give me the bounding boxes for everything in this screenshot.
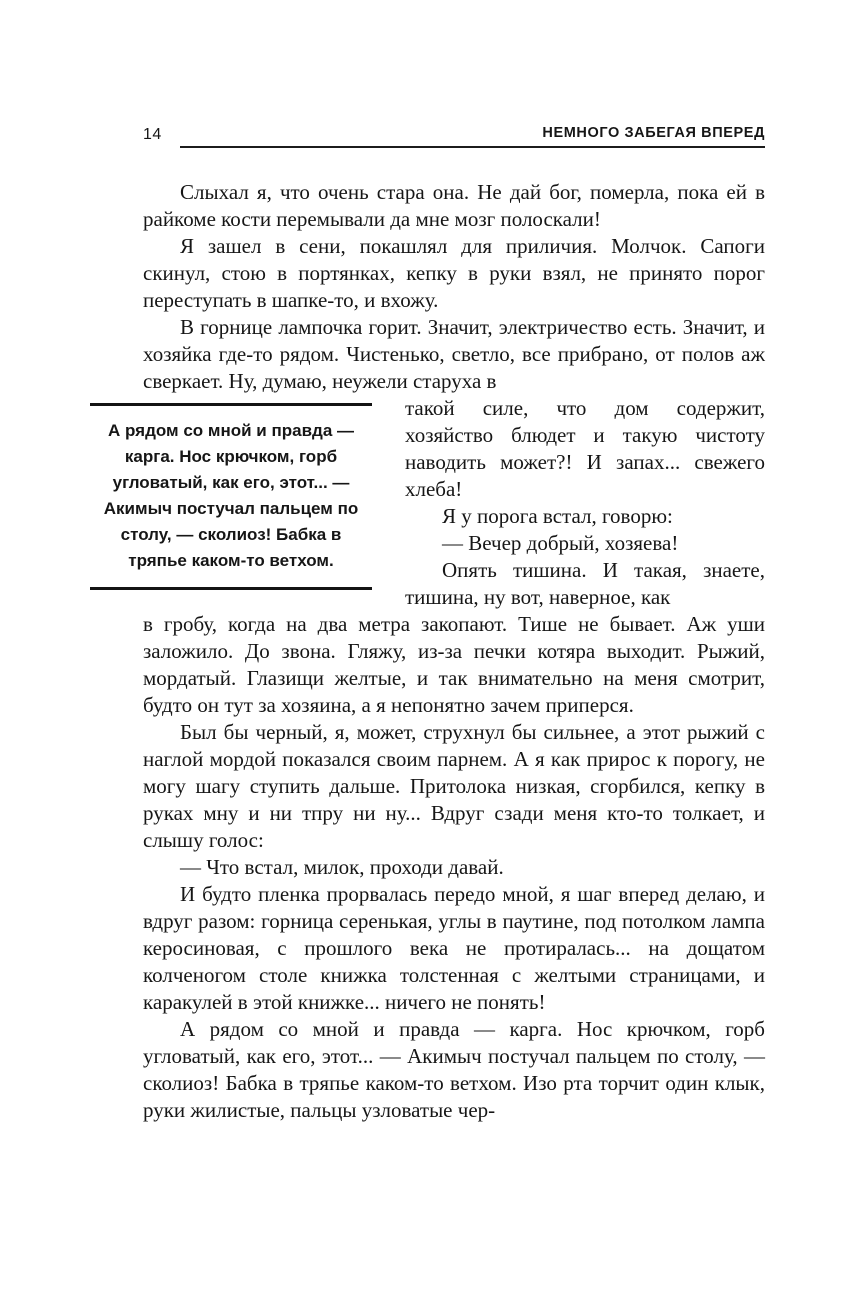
paragraph: Слыхал я, что очень стара она. Не дай бог, померла, пока ей в райкоме кости перемывали да мне мозг полоскали! [143, 180, 765, 231]
paragraph: Я зашел в сени, покашлял для приличия. Молчок. Сапоги скинул, стою в портянках, кепку в руки взял, не принято порог переступать в шапке-то, и вхожу. [143, 234, 765, 312]
paragraph: Опять тишина. И такая, знаете, тишина, ну вот, наверное, как [405, 558, 765, 609]
paragraph: Я у порога встал, говорю: [442, 504, 673, 528]
paragraph: Был бы черный, я, может, струхнул бы сильнее, а этот рыжий с наглой мордой показался своим парнем. А я как прирос к порогу, не могу шагу ступить дальше. Притолока низкая, сгорбился, кепку в руках мну и ни тпру ни ну... Вдруг сзади меня кто-то толкает, и слышу голос: [143, 720, 765, 852]
page-number: 14 [143, 126, 162, 143]
paragraph: в гробу, когда на два метра закопают. Тише не бывает. Аж уши заложило. До звона. Гляжу, из-за печки котяра выходит. Рыжий, мордатый. Глазищи желтые, и так внимательно на меня смотрит, будто он тут за хозяина, а я непонятно зачем приперся. [143, 612, 765, 717]
running-title: НЕМНОГО ЗАБЕГАЯ ВПЕРЕД [542, 125, 765, 141]
paragraph: — Вечер добрый, хозяева! [442, 531, 679, 555]
pullquote-row [103, 395, 765, 611]
wrapped-text-column [405, 395, 765, 611]
pull-quote [90, 403, 372, 590]
paragraph: И будто пленка прорвалась передо мной, я шаг вперед делаю, и вдруг разом: горница серенькая, углы в паутине, под потолком лампа керосиновая, с прошлого века не протиралась... на дощатом колченогом столе книжка толстенная с желтыми страницами, и каракулей в этой книжке... ничего не понять! [143, 882, 765, 1014]
page-body [103, 179, 765, 1124]
page-header [143, 118, 765, 148]
pull-quote-text: А рядом со мной и правда — карга. Нос крючком, горб угловатый, как его, этот... — Акимыч постучал пальцем по столу, — сколиоз! Бабка в тряпье каком-то ветхом. [103, 421, 359, 570]
paragraph: А рядом со мной и правда — карга. Нос крючком, горб угловатый, как его, этот... — Акимыч постучал пальцем по столу, — сколиоз! Бабка в тряпье каком-то ветхом. Изо рта торчит один клык, руки жилистые, пальцы узловатые чер- [143, 1017, 765, 1122]
header-rule [180, 146, 765, 148]
paragraph: такой силе, что дом содержит, хозяйство блюдет и такую чистоту наводить может?! И запах... свежего хлеба! [405, 396, 765, 501]
paragraph: В горнице лампочка горит. Значит, электричество есть. Значит, и хозяйка где-то рядом. Чистенько, светло, все прибрано, от полов аж сверкает. Ну, думаю, неужели старуха в [143, 315, 765, 393]
paragraph: — Что встал, милок, проходи давай. [180, 855, 504, 879]
